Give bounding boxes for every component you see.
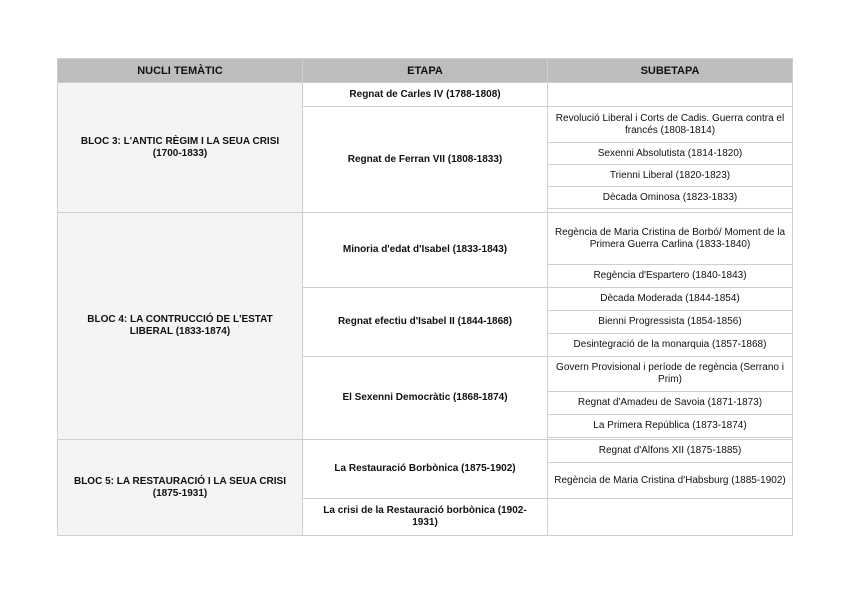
- subetapa-cell: La Primera República (1873-1874): [548, 415, 793, 438]
- subetapa-cell: Regnat d'Alfons XII (1875-1885): [548, 440, 793, 463]
- subetapa-cell: Dècada Ominosa (1823-1833): [548, 187, 793, 209]
- table-row: [58, 213, 793, 265]
- subetapa-empty-cell: [548, 83, 793, 107]
- header-subetapa: SUBETAPA: [548, 59, 793, 83]
- subetapa-cell: Desintegració de la monarquia (1857-1868): [548, 334, 793, 357]
- table-row: [58, 440, 793, 463]
- subetapa-cell: Regència de Maria Cristina de Borbó/ Moment de la Primera Guerra Carlina (1833-1840): [548, 213, 793, 265]
- subetapa-cell: Trienni Liberal (1820-1823): [548, 165, 793, 187]
- etapa-cell: La crisi de la Restauració borbònica (1902-1931): [303, 499, 548, 536]
- etapa-cell: Minoria d'edat d'Isabel (1833-1843): [303, 213, 548, 288]
- subetapa-cell: Govern Provisional i període de regència (Serrano i Prim): [548, 357, 793, 392]
- header-row: [58, 59, 793, 83]
- subetapa-cell: Dècada Moderada (1844-1854): [548, 288, 793, 311]
- subetapa-cell: Regnat d'Amadeu de Savoia (1871-1873): [548, 392, 793, 415]
- subetapa-cell: Bienni Progressista (1854-1856): [548, 311, 793, 334]
- table-row: [58, 83, 793, 107]
- subetapa-cell: Regència de Maria Cristina d'Habsburg (1885-1902): [548, 463, 793, 499]
- header-etapa: ETAPA: [303, 59, 548, 83]
- subetapa-cell: Sexenni Absolutista (1814-1820): [548, 143, 793, 165]
- etapa-cell: Regnat de Carles IV (1788-1808): [303, 83, 548, 107]
- etapa-cell: La Restauració Borbònica (1875-1902): [303, 440, 548, 499]
- header-nucli: NUCLI TEMÀTIC: [58, 59, 303, 83]
- etapa-cell: El Sexenni Democràtic (1868-1874): [303, 357, 548, 440]
- bloc-3-cell: BLOC 3: L'ANTIC RÈGIM I LA SEUA CRISI (1700-1833): [58, 83, 303, 213]
- etapa-cell: Regnat efectiu d'Isabel II (1844-1868): [303, 288, 548, 357]
- subetapa-cell: Regència d'Espartero (1840-1843): [548, 265, 793, 288]
- etapa-cell: Regnat de Ferran VII (1808-1833): [303, 107, 548, 213]
- bloc-5-cell: BLOC 5: LA RESTAURACIÓ I LA SEUA CRISI (1875-1931): [58, 440, 303, 536]
- bloc-4-cell: BLOC 4: LA CONTRUCCIÓ DE L'ESTAT LIBERAL (1833-1874): [58, 213, 303, 440]
- subetapa-empty-cell: [548, 499, 793, 536]
- subetapa-cell: Revolució Liberal i Corts de Cadis. Guerra contra el francés (1808-1814): [548, 107, 793, 143]
- history-periods-table: [57, 58, 793, 536]
